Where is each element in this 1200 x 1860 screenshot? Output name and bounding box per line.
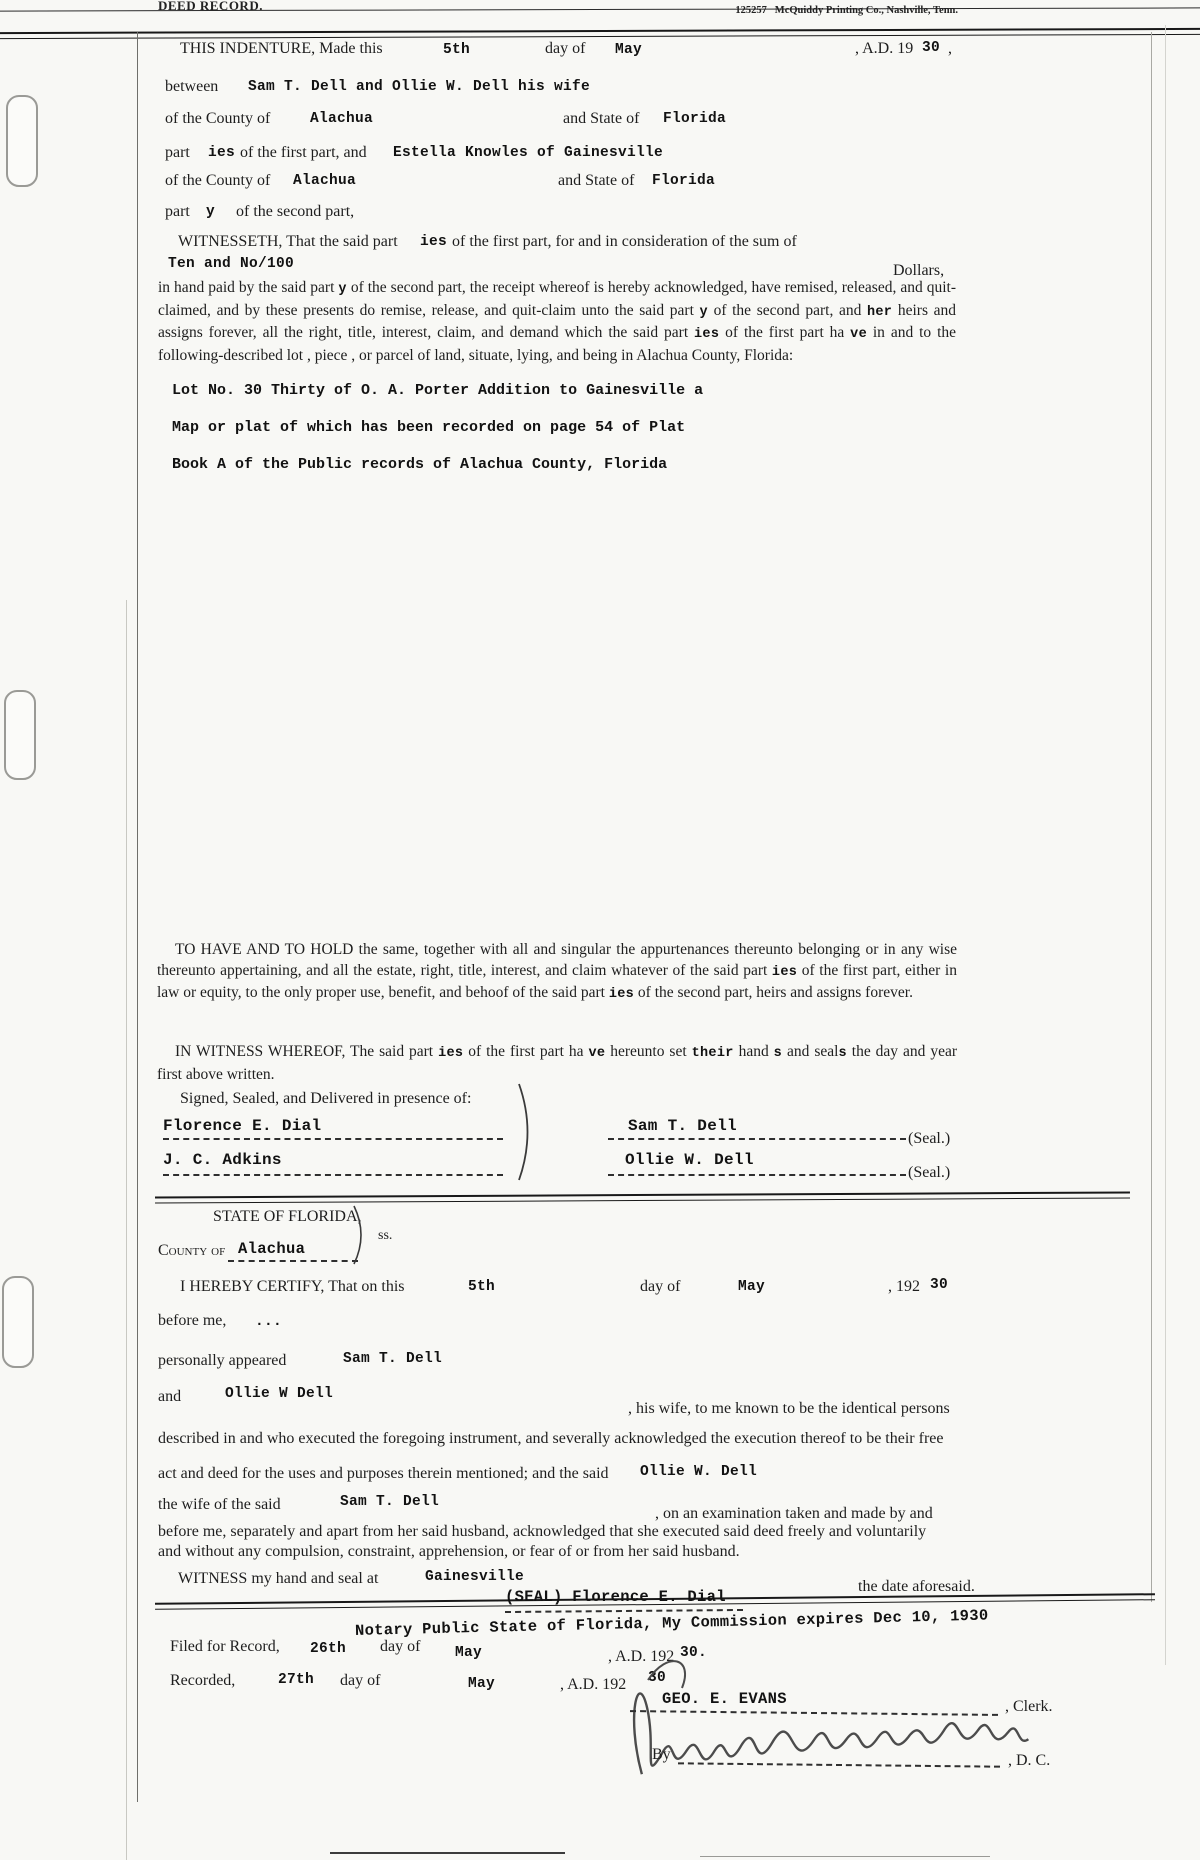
- description-line: Book A of the Public records of Alachua County, Florida: [172, 456, 668, 473]
- filed-ad192: , A.D. 192: [608, 1648, 675, 1665]
- fill-county-1: Alachua: [310, 111, 374, 127]
- printer-number: 125257: [735, 5, 767, 16]
- fill-cert-day: 5th: [468, 1279, 496, 1295]
- witness-brace: [516, 1082, 538, 1182]
- text-segment: of the first part ha: [463, 1043, 589, 1060]
- fill-witness-place: Gainesville: [425, 1569, 525, 1585]
- grantor-signature-2: Ollie W. Dell: [625, 1151, 754, 1169]
- header-double-rule: [0, 28, 1200, 39]
- by-label: By: [652, 1746, 671, 1763]
- to-have-paragraph: [157, 940, 957, 1006]
- ad19-label: , A.D. 19: [855, 40, 914, 57]
- description-line: Map or plat of which has been recorded on page 54 of Plat: [172, 419, 686, 436]
- text-segment: hereunto set: [605, 1043, 692, 1060]
- dollars-label: Dollars,: [893, 262, 945, 279]
- second-part-label: of the second part,: [236, 203, 355, 220]
- and-label: and: [158, 1388, 182, 1405]
- text-segment: her: [867, 304, 893, 320]
- filed-day-of: day of: [380, 1638, 421, 1655]
- fill-grantor-names: Sam T. Dell and Ollie W. Dell his wife: [248, 79, 591, 95]
- y192-label: , 192: [888, 1278, 920, 1295]
- before-me-label: before me,: [158, 1312, 227, 1329]
- scan-edge-mark: [330, 1852, 565, 1854]
- described-text: described in and who executed the foregoing instrument, and severally acknowledged the execution thereof to be their free: [158, 1430, 944, 1447]
- text-segment: their: [691, 1046, 734, 1061]
- fill-recorded-month: May: [468, 1676, 496, 1692]
- binder-hole: [2, 1276, 34, 1368]
- state-label-1: and State of: [563, 110, 640, 127]
- between-label: between: [165, 78, 219, 95]
- fill-grantee: Estella Knowles of Gainesville: [393, 145, 664, 161]
- appeared-label: personally appeared: [158, 1352, 287, 1369]
- wife-of-label: the wife of the said: [158, 1496, 281, 1513]
- grantor-signature-1: Sam T. Dell: [628, 1117, 737, 1135]
- recorded-day-of: day of: [340, 1672, 381, 1689]
- part-label-1: part: [165, 144, 190, 161]
- fill-county-2: Alachua: [293, 173, 357, 189]
- aforesaid-label: the date aforesaid.: [858, 1578, 975, 1595]
- left-margin-rule: [137, 32, 138, 1802]
- text-segment: the same, together with all and singular the appurtenances thereunto belonging or in any wise thereunto appertaining, and all the estate, right, title, interest, and claim whatever of the said part: [157, 941, 957, 979]
- fill-cert-month: May: [738, 1279, 766, 1295]
- first-part-label: of the first part, and: [240, 144, 367, 161]
- text-segment: of the second part, and: [707, 301, 867, 319]
- indenture-made-label: THIS INDENTURE, Made this: [180, 40, 383, 57]
- text-segment: ve: [588, 1046, 606, 1061]
- printer-info: [700, 5, 958, 16]
- binder-hole: [6, 95, 38, 187]
- witness-seal-label: WITNESS my hand and seal at: [178, 1570, 379, 1587]
- witness-signature-2: J. C. Adkins: [163, 1151, 282, 1169]
- day-of-label: day of: [545, 40, 586, 57]
- part-label-2: part: [165, 203, 190, 220]
- clerk-label: , Clerk.: [1005, 1698, 1053, 1715]
- cert-day-of: day of: [640, 1278, 681, 1295]
- signature-line: [608, 1138, 906, 1140]
- fill-ies-2: ies: [420, 234, 448, 250]
- text-segment: IN WITNESS WHEREOF, The said part: [175, 1043, 439, 1060]
- seal-label-1: (Seal.): [908, 1130, 951, 1147]
- text-segment: in and to the following-described lot , piece , or parcel of land, situate, lying, and being in Alachua County, Florida:: [158, 324, 956, 364]
- printer-name: McQuiddy Printing Co., Nashville, Tenn.: [774, 5, 958, 16]
- text-segment: ies: [694, 327, 720, 342]
- page-left-edge: [126, 600, 127, 1860]
- binder-hole: [4, 690, 36, 780]
- recorded-label: Recorded,: [170, 1672, 236, 1689]
- fill-before-me: ...: [255, 1314, 283, 1330]
- examination-text: , on an examination taken and made by and: [655, 1505, 933, 1522]
- fill-state-2: Florida: [652, 173, 716, 189]
- signature-line: [163, 1138, 503, 1140]
- text-segment: in hand paid by the said part: [158, 279, 339, 296]
- property-description: [172, 372, 703, 483]
- fill-year: 30: [922, 40, 941, 56]
- fill-filed-day: 26th: [310, 1641, 347, 1657]
- recorded-ad192: , A.D. 192: [560, 1676, 627, 1693]
- ack-state: STATE OF FLORIDA,: [213, 1208, 362, 1225]
- act-deed-text: act and deed for the uses and purposes therein mentioned; and the said: [158, 1465, 609, 1482]
- fill-day: 5th: [443, 42, 471, 58]
- ack-county-label: County of: [158, 1242, 226, 1259]
- witness-signature-1: Florence E. Dial: [163, 1117, 322, 1135]
- without-text: and without any compulsion, constraint, apprehension, or fear of or from her said husband.: [158, 1543, 740, 1560]
- ss-brace: [352, 1204, 370, 1266]
- signature-line: [608, 1174, 906, 1176]
- scan-edge-mark: [700, 1856, 990, 1857]
- ss-label: ss.: [378, 1228, 393, 1243]
- presence-label: Signed, Sealed, and Delivered in presence of:: [180, 1090, 472, 1107]
- text-segment: and seal: [782, 1043, 839, 1060]
- text-segment: of the first part, either in law or equity, to the only proper use, benefit, and behoof of the said part: [157, 961, 957, 1001]
- filed-label: Filed for Record,: [170, 1638, 280, 1655]
- notary-commission-line: Notary Public State of Florida, My Commission expires Dec 10, 1930: [354, 1606, 989, 1640]
- signature-line: [163, 1174, 503, 1176]
- text-segment: of the first part ha: [719, 324, 851, 341]
- text-segment: the day and year first above written.: [157, 1043, 957, 1083]
- his-wife-text: , his wife, to me known to be the identical persons: [628, 1400, 950, 1417]
- fill-filed-month: May: [455, 1645, 483, 1661]
- fill-line: [228, 1260, 358, 1262]
- fill-act-name: Ollie W. Dell: [640, 1464, 758, 1480]
- description-line: Lot No. 30 Thirty of O. A. Porter Addition to Gainesville a: [172, 382, 704, 399]
- text-segment: y: [699, 304, 708, 320]
- clerk-name: GEO. E. EVANS: [662, 1690, 787, 1708]
- text-segment: s: [773, 1046, 783, 1061]
- text-segment: ies: [438, 1046, 464, 1061]
- fill-month: May: [615, 42, 643, 58]
- text-segment: heirs and assigns forever, all the right, title, interest, claim, and demand which the said part: [158, 301, 956, 341]
- page-title: DEED RECORD.: [158, 0, 263, 13]
- text-segment: ve: [850, 327, 867, 342]
- fill-cert-year: 30: [930, 1277, 949, 1293]
- fill-amount: Ten and No/100: [168, 256, 295, 272]
- fill-ies: ies: [208, 145, 236, 161]
- witnesseth-intro: WITNESSETH, That the said part: [178, 233, 398, 250]
- county-label-2: of the County of: [165, 172, 271, 189]
- consideration-paragraph: [158, 278, 956, 366]
- fill-wife-name: Sam T. Dell: [340, 1494, 440, 1510]
- fill-filed-year: 30.: [680, 1645, 708, 1661]
- text-segment: TO HAVE AND TO HOLD: [175, 941, 354, 958]
- fill-state-1: Florida: [663, 111, 727, 127]
- seal-label-2: (Seal.): [908, 1164, 951, 1181]
- fill-recorded-year: 30: [648, 1670, 667, 1686]
- notary-signature: (SEAL) Florence E. Dial: [505, 1588, 726, 1606]
- witnesseth-intro-b: of the first part, for and in consideration of the sum of: [452, 233, 797, 250]
- right-margin-rule: [1151, 32, 1152, 1602]
- in-witness-paragraph: [157, 1042, 957, 1085]
- text-segment: hand: [733, 1043, 774, 1060]
- fill-y: y: [206, 204, 216, 220]
- text-segment: s: [838, 1046, 847, 1061]
- dc-label: , D. C.: [1008, 1752, 1051, 1769]
- county-label-1: of the County of: [165, 110, 271, 127]
- before-sep-text: before me, separately and apart from her said husband, acknowledged that she executed said deed freely and voluntarily: [158, 1523, 927, 1540]
- comma: ,: [948, 40, 952, 57]
- fill-recorded-day: 27th: [278, 1672, 315, 1688]
- text-segment: ies: [608, 987, 635, 1002]
- fill-ack-county: Alachua: [238, 1240, 306, 1258]
- text-segment: ies: [771, 964, 798, 980]
- section-divider: [155, 1191, 1130, 1203]
- page-right-edge: [1165, 25, 1166, 1665]
- certify-label: I HEREBY CERTIFY, That on this: [180, 1278, 405, 1295]
- text-segment: of the second part, heirs and assigns forever.: [634, 984, 913, 1001]
- state-label-2: and State of: [558, 172, 635, 189]
- fill-appeared-name: Sam T. Dell: [343, 1351, 443, 1367]
- text-segment: y: [338, 282, 347, 297]
- fill-and-name: Ollie W Dell: [225, 1386, 334, 1402]
- text-segment: of the second part, the receipt whereof is hereby acknowledged, have remised, released, and quit-claimed, and by these presents do remise, release, and quit-claim unto the said part: [158, 279, 957, 319]
